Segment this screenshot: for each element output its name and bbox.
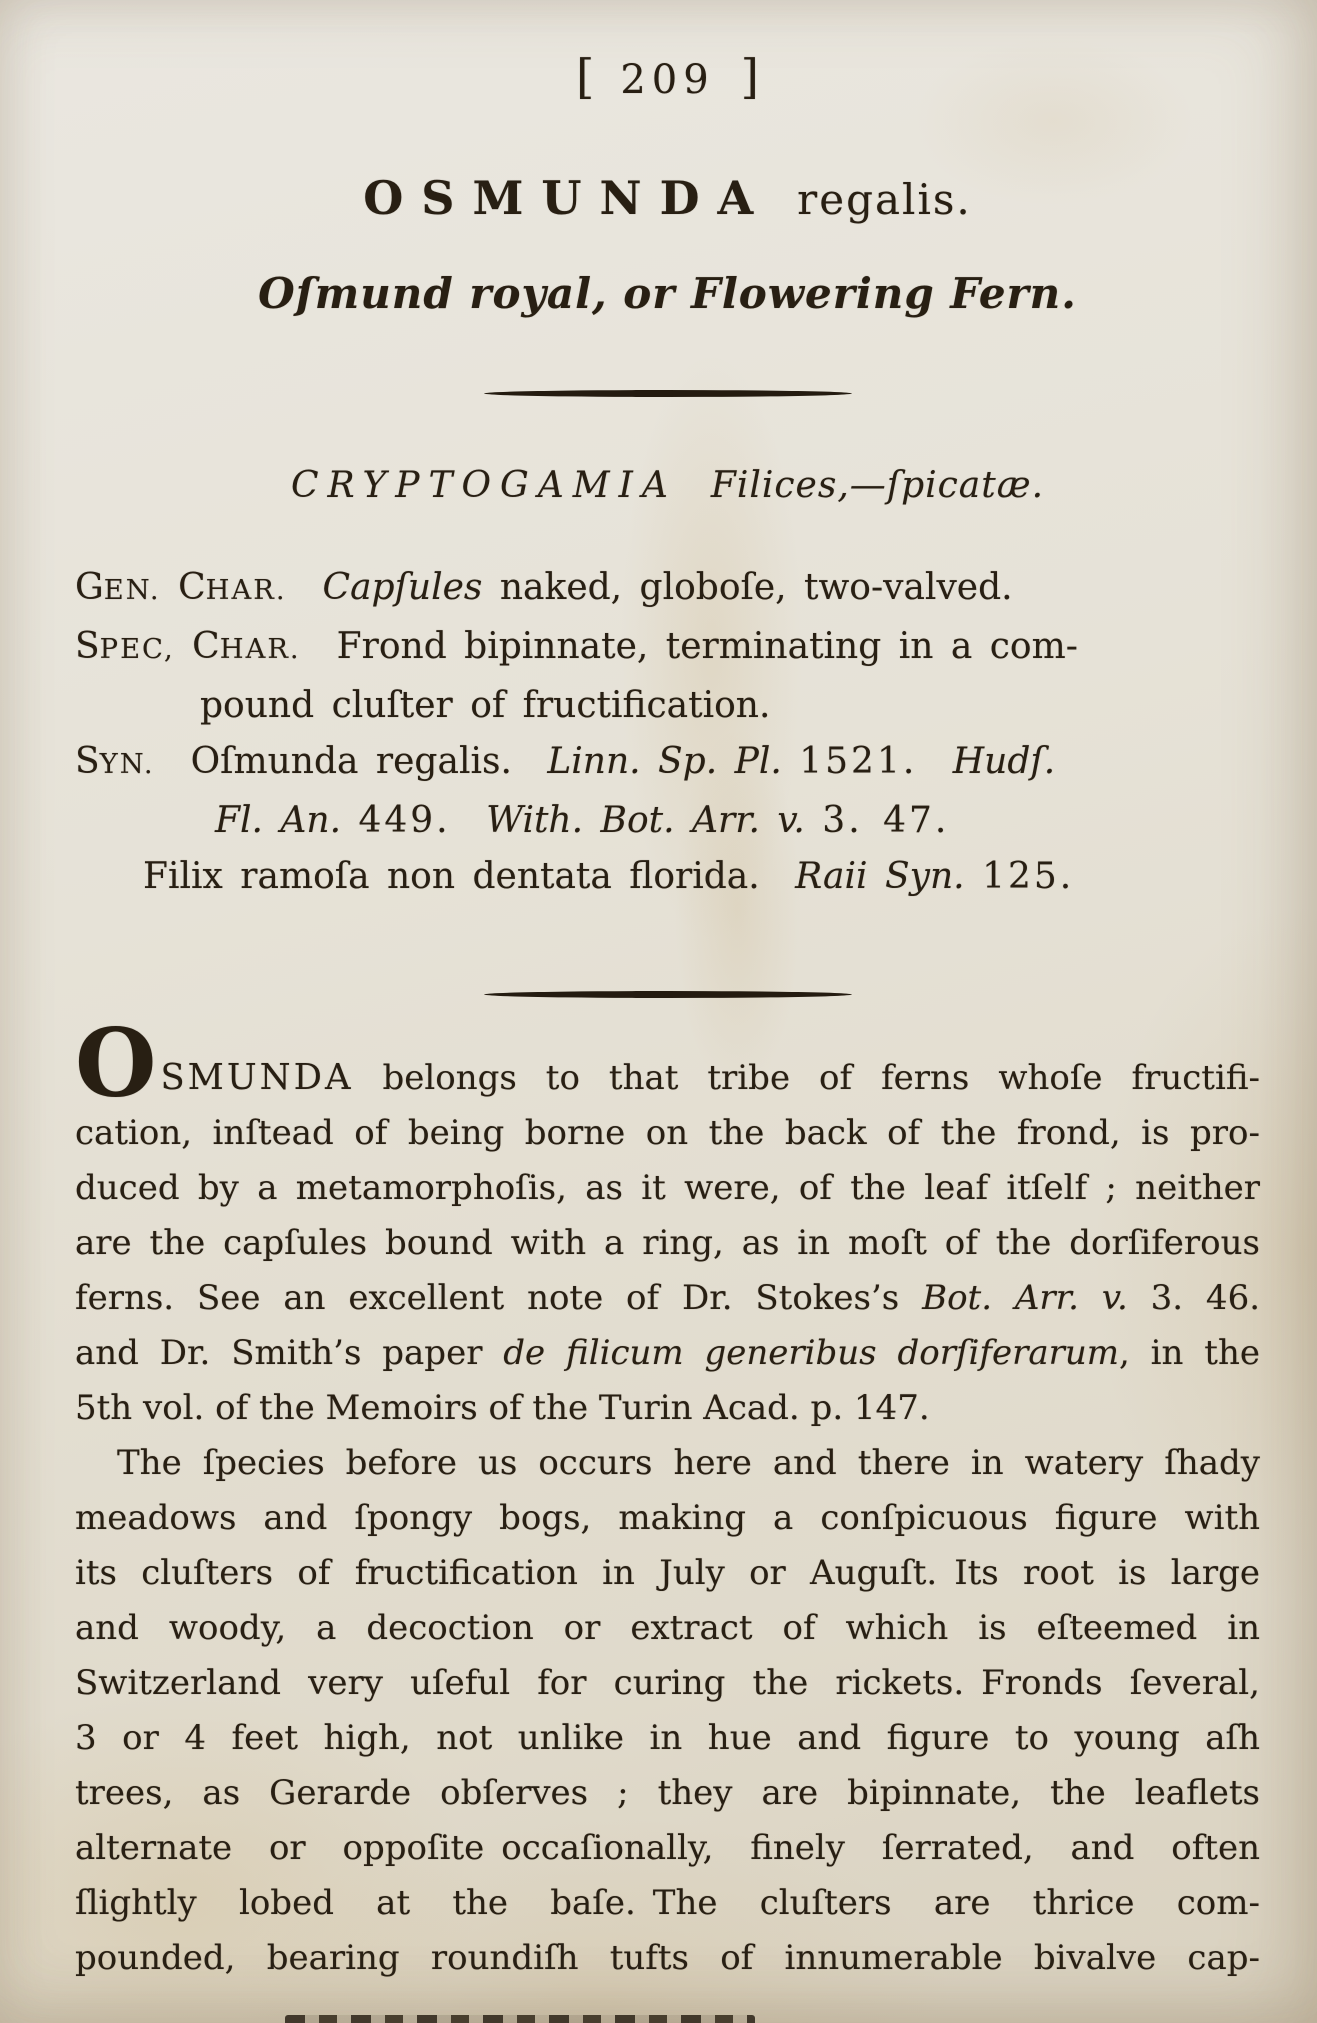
text-line — [75, 1546, 1260, 1601]
text-run: ſlightly lobed at the baſe. The cluſters are thrice com- — [75, 1883, 1260, 1923]
text-line — [75, 1008, 1260, 1119]
text-run: C — [178, 567, 206, 608]
body-text — [75, 1008, 1261, 1986]
text-run: SMUNDA — [160, 1057, 354, 1098]
text-run: HAR. — [219, 634, 301, 665]
text-run — [341, 800, 358, 841]
page-number — [75, 50, 1260, 105]
text-line — [75, 1711, 1260, 1766]
cut-off-text-edge — [285, 2015, 755, 2023]
page-number-value: 209 — [620, 57, 715, 103]
genus-name: OSMUNDA — [363, 171, 772, 225]
bracket-right: ] — [740, 50, 760, 105]
text-run — [287, 567, 323, 608]
text-run: pounded, bearing roundiſh tufts of innumerable bivalve cap- — [75, 1938, 1260, 1978]
species-epithet: regalis. — [797, 175, 972, 224]
text-line — [75, 1656, 1260, 1711]
text-run: PEC, — [99, 634, 175, 665]
text-run: YN. — [99, 749, 155, 780]
text-run: meadows and ſpongy bogs, making a conſpicuous figure with — [75, 1498, 1260, 1538]
text-run — [782, 741, 799, 782]
text-line — [75, 793, 1260, 849]
species-title — [75, 171, 1260, 225]
text-run: alternate or oppoſite occaſionally, finely ſerrated, and often — [75, 1828, 1260, 1868]
text-run — [155, 741, 191, 782]
text-run — [451, 800, 486, 841]
text-line — [75, 849, 1260, 905]
text-line — [75, 1601, 1260, 1656]
ornamental-rule-bottom — [484, 991, 852, 998]
text-run: pound cluſter of fructification. — [200, 685, 771, 726]
descriptor-block — [75, 560, 1260, 905]
text-line — [75, 1766, 1260, 1821]
text-run — [512, 741, 547, 782]
text-line — [75, 1876, 1260, 1931]
text-run: S — [75, 741, 100, 782]
text-run — [965, 856, 982, 897]
text-line — [75, 1326, 1260, 1381]
text-run: Bot. Arr. v. — [922, 1278, 1128, 1318]
text-run: Linn. Sp. Pl. — [547, 741, 782, 782]
class-name: CRYPTOGAMIA — [290, 465, 677, 506]
text-run: Frond bipinnate, terminating in a com- — [336, 626, 1078, 667]
text-line — [75, 619, 1260, 678]
text-run: naked, globoſe, two-valved. — [482, 567, 1013, 608]
text-line — [75, 1381, 1260, 1436]
text-line — [75, 1216, 1260, 1271]
text-run: With. Bot. Arr. v. — [486, 800, 805, 841]
text-run: Oſmunda regalis. — [190, 741, 512, 782]
text-run: belongs to that tribe of ferns whoſe fructifi- — [353, 1058, 1260, 1098]
text-line — [75, 1271, 1260, 1326]
classification-line — [75, 465, 1260, 506]
text-run: its cluſters of fructification in July or Auguſt. Its root is large — [75, 1553, 1260, 1593]
text-run: duced by a metamorphoſis, as it were, of the leaf itſelf ; neither — [75, 1168, 1260, 1208]
text-line — [75, 1931, 1260, 1986]
text-run: Raii Syn. — [795, 856, 965, 897]
text-run — [760, 856, 795, 897]
text-run — [161, 567, 178, 608]
text-run: S — [75, 626, 100, 667]
text-run: The ſpecies before us occurs here and there in watery ſhady — [117, 1443, 1260, 1483]
text-line — [75, 734, 1260, 793]
text-run: 3. 47. — [822, 800, 950, 841]
drop-cap-letter: O — [75, 1008, 161, 1119]
text-line — [75, 1821, 1260, 1876]
text-line — [75, 1436, 1260, 1491]
text-line — [75, 1106, 1260, 1161]
text-run: trees, as Gerarde obſerves ; they are bipinnate, the leaflets — [75, 1773, 1260, 1813]
text-line — [75, 1161, 1260, 1216]
text-run: 125. — [982, 856, 1075, 897]
text-run: G — [75, 567, 104, 608]
text-run: , in the — [1119, 1333, 1260, 1373]
text-run: C — [192, 626, 220, 667]
text-run: Filix ramoſa non dentata florida. — [143, 856, 760, 897]
text-line — [75, 560, 1260, 619]
text-run — [175, 626, 192, 667]
text-run: are the capſules bound with a ring, as in moſt of the dorſiferous — [75, 1223, 1260, 1263]
text-run: de filicum generibus dorſiferarum — [503, 1333, 1120, 1373]
text-run: 5th vol. of the Memoirs of the Turin Acad. p. 147. — [75, 1388, 930, 1428]
text-run: ferns. See an excellent note of Dr. Stokes’s — [75, 1278, 923, 1318]
text-run: Capſules — [322, 567, 483, 608]
common-name: Oſmund royal, or Flowering Fern. — [258, 269, 1077, 318]
text-run: Switzerland very uſeful for curing the rickets. Fronds ſeveral, — [75, 1663, 1260, 1703]
text-run: 3. 46. — [1127, 1278, 1261, 1318]
bracket-left: [ — [575, 50, 595, 105]
text-run: EN. — [103, 575, 161, 606]
text-run: cation, inſtead of being borne on the back of the frond, is pro- — [75, 1113, 1260, 1153]
text-line — [75, 1491, 1260, 1546]
ornamental-rule-top — [484, 390, 852, 397]
text-run: and woody, a decoction or extract of which is eſteemed in — [75, 1608, 1260, 1648]
text-run: HAR. — [205, 575, 287, 606]
text-run — [301, 626, 337, 667]
order-name: Filices,—ſpicatæ. — [710, 465, 1045, 506]
text-run: 449. — [358, 800, 451, 841]
text-run: 3 or 4 feet high, not unlike in hue and figure to young aſh — [75, 1718, 1260, 1758]
text-run: 1521. — [799, 741, 918, 782]
text-run — [917, 741, 952, 782]
text-run: Fl. An. — [215, 800, 342, 841]
text-run: Hudſ. — [952, 741, 1056, 782]
text-line — [75, 678, 1260, 734]
text-run: and Dr. Smith’s paper — [75, 1333, 504, 1373]
text-run — [805, 800, 822, 841]
